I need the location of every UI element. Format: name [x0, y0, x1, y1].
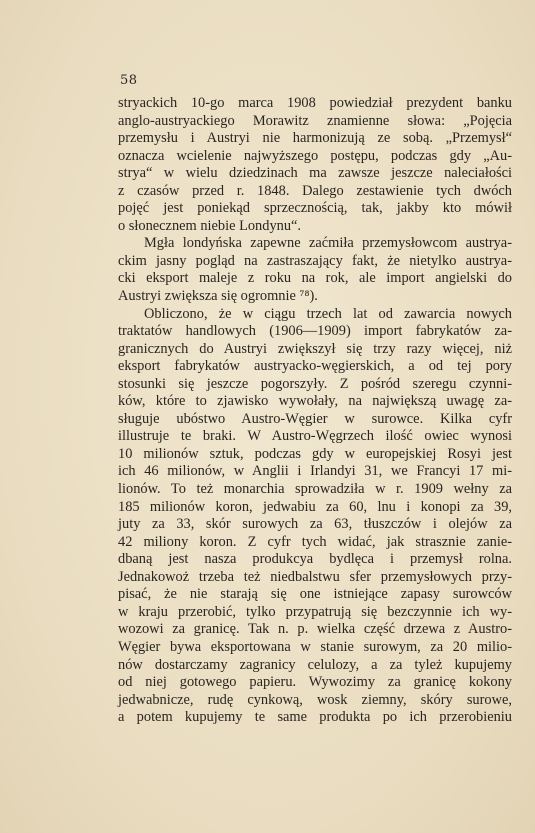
- text-line: sługuje ubóstwo Austro-Węgier w surowce. Kilka cyfr: [118, 410, 512, 427]
- text-line: cki eksport maleje z roku na rok, ale import angielski do: [118, 270, 512, 287]
- text-line: 10 milionów sztuk, podczas gdy w europejskiej Rosyi jest: [118, 445, 512, 462]
- text-line: Węgier bywa eksportowana w stanie surowym, za 20 milio-: [118, 638, 512, 655]
- text-line: o słonecznem niebie Londynu“.: [118, 217, 302, 234]
- text-line: wozowi za granicę. Tak n. p. wielka część drzewa z Austro-: [118, 621, 512, 638]
- text-line: Jednakowoż trzeba też niedbalstwu sfer przemysłowych przy-: [118, 568, 512, 585]
- text-line: granicznych do Austryi zwiększył się trzy razy więcej, niż: [118, 340, 512, 357]
- text-line: juty za 33, skór surowych za 63, tłuszczów i olejów za: [118, 516, 512, 533]
- text-line: pojęć jest poniekąd sprzecznością, tak, jakby kto mówił: [118, 200, 512, 217]
- text-line: stosunki się jeszcze pogorszyły. Z pośród szeregu czynni-: [118, 375, 512, 392]
- text-line: lionów. To też monarchia sprowadziła w r. 1909 wełny za: [118, 481, 512, 498]
- text-line: Obliczono, że w ciągu trzech lat od zawarcia nowych: [144, 305, 512, 322]
- text-line: stryackich 10-go marca 1908 powiedział prezydent banku: [118, 95, 512, 111]
- text-line: 42 miliony koron. Z cyfr tych widać, jak strasznie zanie-: [118, 533, 512, 550]
- text-line: przemysłu i Austryi nie harmonizują ze sobą. „Przemysł“: [118, 130, 512, 147]
- text-line: jedwabnicze, rudę cynkową, wosk ziemny, skóry surowe,: [118, 691, 512, 708]
- text-line: pisać, że nie starają się one istniejące zapasy surowców: [118, 586, 512, 603]
- text-line: w kraju przerobić, tylko przypatrują się bezczynnie ich wy-: [118, 603, 512, 620]
- text-line: traktatów handlowych (1906—1909) import fabrykatów za-: [118, 323, 512, 340]
- text-line: ich 46 milionów, w Anglii i Irlandyi 31, we Francyi 17 mi-: [118, 463, 512, 480]
- text-line: dbaną jest nasza produkcya bydlęca i przemysł rolna.: [118, 551, 512, 568]
- text-line: oznacza wcielenie najwyższego postępu, podczas gdy „Au-: [118, 147, 512, 164]
- text-line: Mgła londyńska zapewne zaćmiła przemysłowcom austrya-: [144, 235, 512, 252]
- text-line: od niej gotowego papieru. Wywozimy za granicę kokony: [118, 674, 512, 691]
- text-line: ków, które to zjawisko wywołały, na największą uwagę za-: [118, 393, 512, 410]
- text-line: Austryi zwiększa się ogromnie ⁷⁸).: [118, 288, 318, 305]
- text-line: illustruje te braki. W Austro-Węgrzech ilość owiec wynosi: [118, 428, 512, 445]
- text-line: anglo-austryackiego Morawitz znamienne słowa: „Pojęcia: [118, 112, 512, 129]
- body-text: [118, 95, 512, 727]
- text-line: z czasów przed r. 1848. Dalego zestawienie tych dwóch: [118, 182, 512, 199]
- text-line: strya“ w wielu dziedzinach ma zawsze jeszcze naleciałości: [118, 165, 512, 182]
- text-line: nów dostarczamy zagranicy celulozy, a za tyleż kupujemy: [118, 656, 512, 673]
- text-line: 185 milionów koron, jedwabiu za 60, lnu i konopi za 39,: [118, 498, 512, 515]
- text-line: eksport fabrykatów austryacko-węgierskich, a od tej pory: [118, 358, 512, 375]
- page-number: 58: [120, 73, 138, 88]
- text-line: ckim jasny pogląd na zastraszający fakt, że nietylko austrya-: [118, 252, 512, 269]
- text-line: a potem kupujemy te same produkta po ich przerobieniu: [118, 709, 512, 726]
